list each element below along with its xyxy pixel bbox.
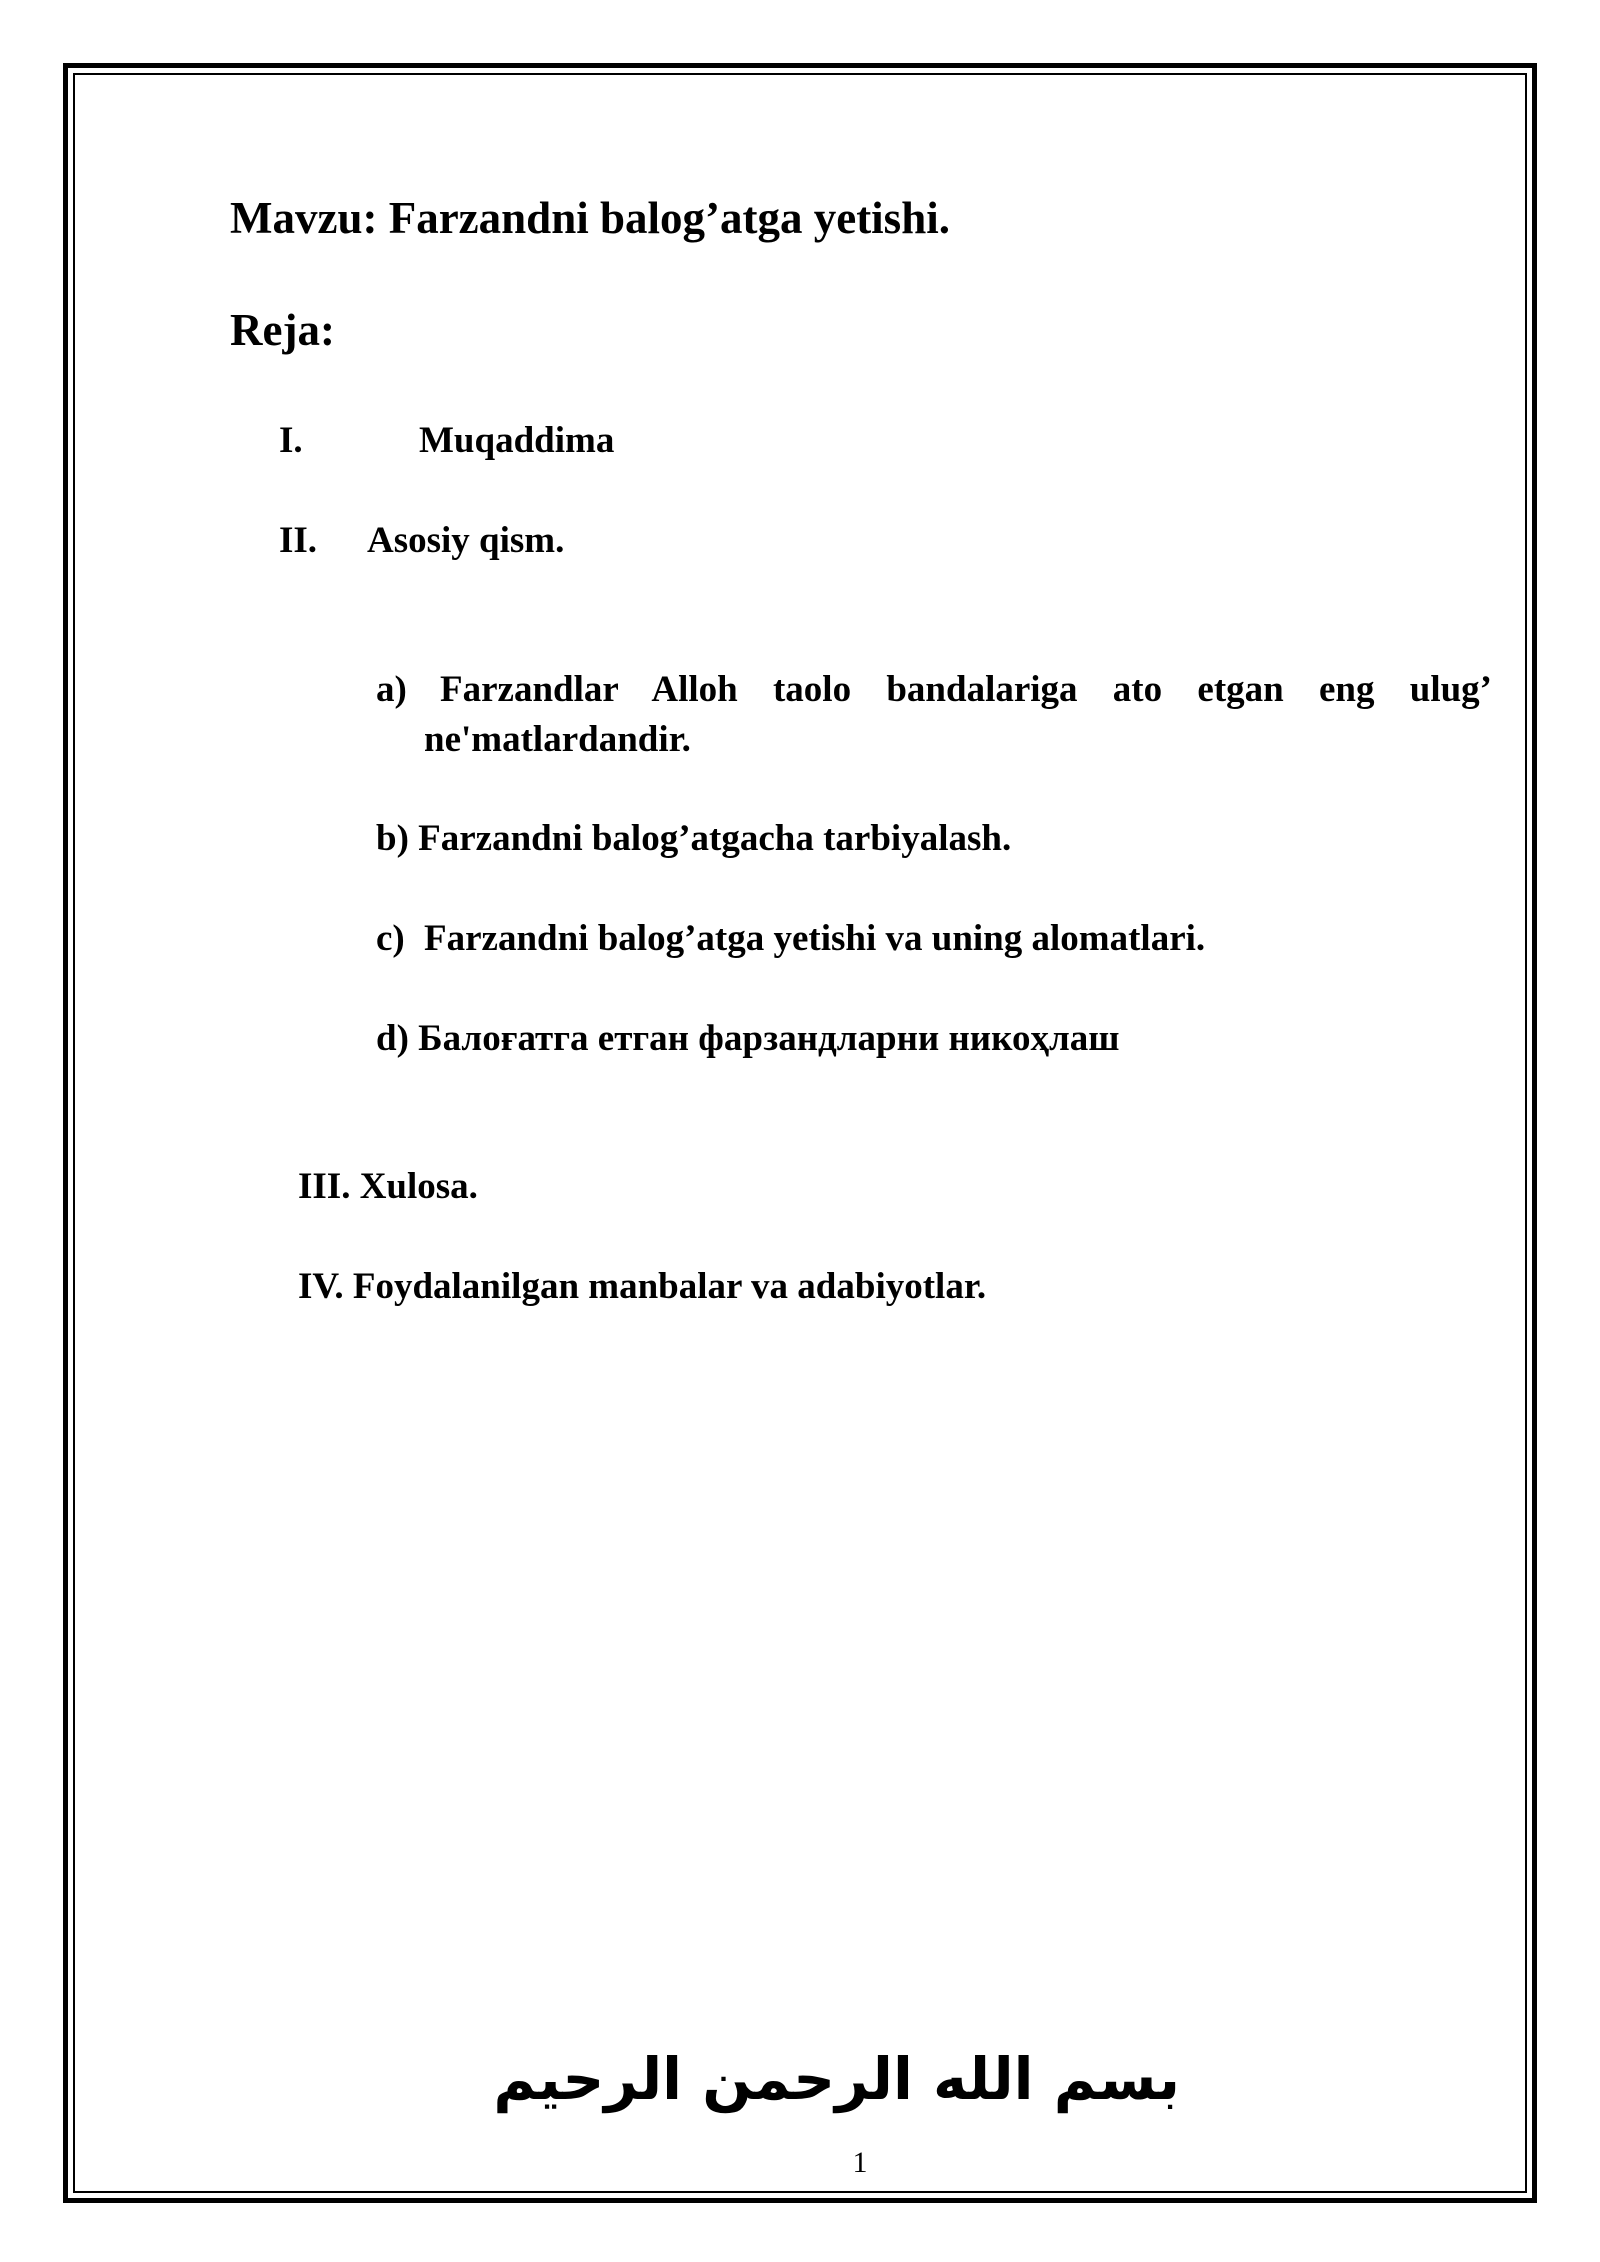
plan-heading: Reja: bbox=[230, 305, 335, 355]
plan-item-2-label: Asosiy qism. bbox=[367, 520, 565, 561]
subitem-d: d) Балоғатга етган фарзандларни никоҳлаш bbox=[376, 1018, 1120, 1059]
subitem-a-line-1: Farzandlar Alloh taolo bandalariga ato etgan eng ulug’ bbox=[440, 669, 1492, 710]
plan-item-4: IV. Foydalanilgan manbalar va adabiyotlar. bbox=[298, 1266, 987, 1307]
plan-item-1-number: I. bbox=[279, 420, 303, 461]
subitem-a-line-2: ne'matlardandir. bbox=[424, 719, 691, 760]
subitem-a-letter: a) bbox=[376, 669, 407, 710]
page-border-inner bbox=[73, 73, 1527, 2193]
plan-item-2-number: II. bbox=[279, 520, 318, 561]
basmala-text: بسم الله الرحمن الرحيم bbox=[493, 2045, 1180, 2113]
subitem-c: Farzandni balog’atga yetishi va uning alomatlari. bbox=[424, 918, 1206, 959]
subitem-c-letter: c) bbox=[376, 918, 405, 959]
plan-item-1-label: Muqaddima bbox=[419, 420, 615, 461]
subitem-b: b) Farzandni balog’atgacha tarbiyalash. bbox=[376, 818, 1012, 859]
page-number: 1 bbox=[852, 2146, 868, 2179]
document-title: Mavzu: Farzandni balog’atga yetishi. bbox=[230, 193, 950, 243]
plan-item-3: III. Xulosa. bbox=[298, 1166, 478, 1207]
